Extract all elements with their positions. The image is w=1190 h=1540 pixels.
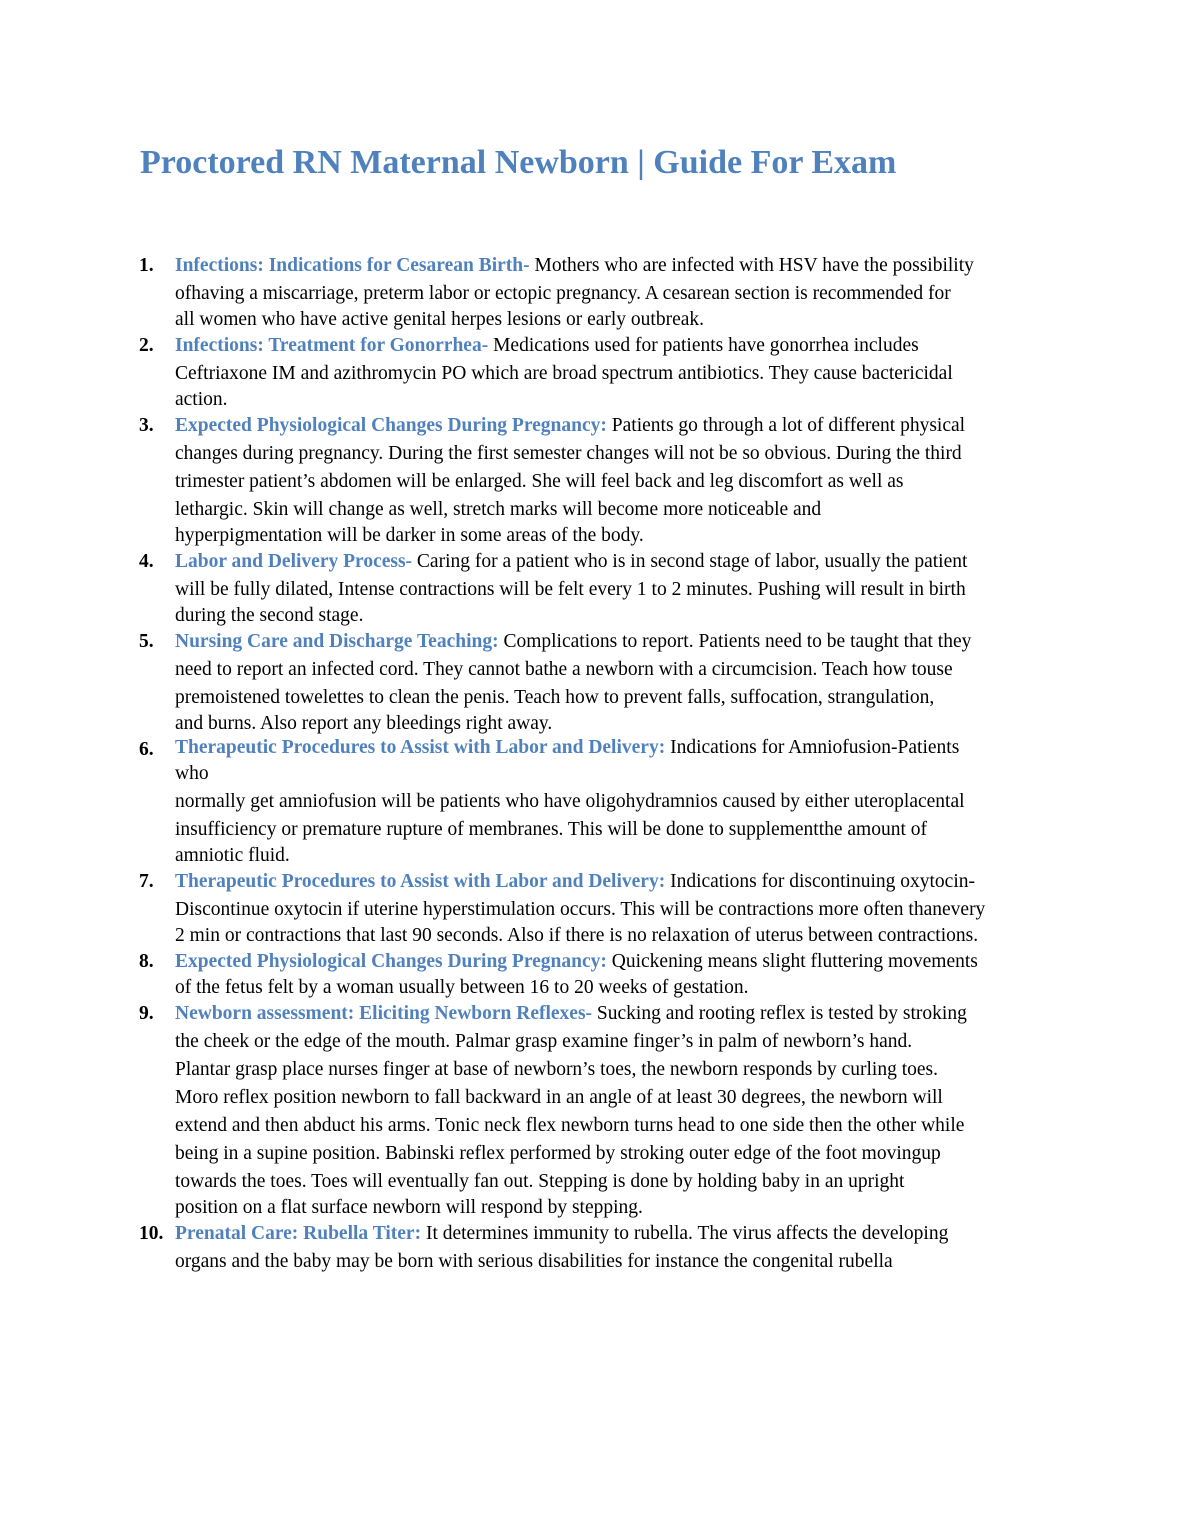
item-line: during the second stage. [175,605,364,626]
item-text: Sucking and rooting reflex is tested by stroking [592,1003,967,1024]
item-line: amniotic fluid. [175,845,290,866]
item-number: 9. [139,1003,154,1024]
item-line: premoistened towelettes to clean the penis. Teach how to prevent falls, suffocation, strangulation, [175,687,935,708]
item-line [175,1220,1065,1248]
item-line: Discontinue oxytocin if uterine hyperstimulation occurs. This will be contractions more often thanevery [175,899,986,920]
item-heading: Therapeutic Procedures to Assist with Labor and Delivery: [175,871,666,892]
item-line [175,252,1065,280]
item-line: extend and then abduct his arms. Tonic neck flex newborn turns head to one side then the other while [175,1115,965,1136]
item-text: Patients go through a lot of different physical [606,415,966,436]
item-line: being in a supine position. Babinski reflex performed by stroking outer edge of the foot movingup [175,1143,941,1164]
item-number: 5. [139,631,154,652]
list-item [0,1220,1190,1276]
item-line: ofhaving a miscarriage, preterm labor or ectopic pregnancy. A cesarean section is recommended for [175,283,951,304]
item-text: Quickening means slight fluttering movements [606,951,978,972]
item-heading: Infections: Treatment for Gonorrhea- [175,335,489,356]
item-number: 1. [139,255,154,276]
item-number: 8. [139,951,154,972]
item-line [175,332,1065,360]
item-line: all women who have active genital herpes lesions or early outbreak. [175,309,705,330]
list-item [0,948,1190,1000]
item-text: Indications for discontinuing oxytocin- [665,871,975,892]
item-text: It determines immunity to rubella. The virus affects the developing [421,1223,949,1244]
item-number: 2. [139,335,154,356]
item-heading: Expected Physiological Changes During Pregnancy: [175,951,607,972]
item-line [175,412,1065,440]
item-heading: Infections: Indications for Cesarean Birth- [175,255,530,276]
item-line: changes during pregnancy. During the first semester changes will not be so obvious. During the third [175,443,962,464]
item-line: of the fetus felt by a woman usually between 16 to 20 weeks of gestation. [175,977,749,998]
item-line: the cheek or the edge of the mouth. Palmar grasp examine finger’s in palm of newborn’s hand. [175,1031,913,1052]
item-text: Complications to report. Patients need to be taught that they [498,631,972,652]
item-line: action. [175,389,228,410]
list-item [0,1000,1190,1220]
list-item [0,628,1190,736]
item-text: Caring for a patient who is in second stage of labor, usually the patient [412,551,968,572]
item-line [175,1000,1065,1028]
list-item [0,332,1190,412]
item-line [175,868,1065,896]
item-line: lethargic. Skin will change as well, stretch marks will become more noticeable and [175,499,822,520]
item-line [175,548,1065,576]
numbered-list [0,252,1190,1276]
item-line [175,628,1065,656]
item-number: 6. [139,739,154,760]
item-heading: Prenatal Care: Rubella Titer: [175,1223,422,1244]
item-number: 7. [139,871,154,892]
item-line: Ceftriaxone IM and azithromycin PO which are broad spectrum antibiotics. They cause bactericidal [175,363,953,384]
item-line [175,736,1065,760]
item-line: insufficiency or premature rupture of membranes. This will be done to supplementthe amount of [175,819,927,840]
item-line: towards the toes. Toes will eventually fan out. Stepping is done by holding baby in an upright [175,1171,905,1192]
list-item [0,548,1190,628]
item-heading: Expected Physiological Changes During Pregnancy: [175,415,607,436]
list-item [0,252,1190,332]
item-line: organs and the baby may be born with serious disabilities for instance the congenital rubella [175,1251,893,1272]
item-text: Medications used for patients have gonorrhea includes [488,335,919,356]
item-line: trimester patient’s abdomen will be enlarged. She will feel back and leg discomfort as well as [175,471,904,492]
item-heading: Therapeutic Procedures to Assist with Labor and Delivery: [175,737,666,758]
item-number: 4. [139,551,154,572]
item-line: who [175,763,209,784]
item-line: will be fully dilated, Intense contractions will be felt every 1 to 2 minutes. Pushing will result in birth [175,579,966,600]
list-item [0,412,1190,548]
item-line: normally get amniofusion will be patients who have oligohydramnios caused by either uteroplacental [175,791,965,812]
item-heading: Nursing Care and Discharge Teaching: [175,631,499,652]
item-heading: Newborn assessment: Eliciting Newborn Reflexes- [175,1003,593,1024]
item-line: Plantar grasp place nurses finger at base of newborn’s toes, the newborn responds by curling toes. [175,1059,939,1080]
item-line: position on a flat surface newborn will respond by stepping. [175,1197,643,1218]
page-title: Proctored RN Maternal Newborn | Guide For Exam [140,144,897,181]
item-text: Indications for Amniofusion-Patients [665,737,960,758]
item-line: need to report an infected cord. They cannot bathe a newborn with a circumcision. Teach how touse [175,659,953,680]
list-item [0,868,1190,948]
item-line: Moro reflex position newborn to fall backward in an angle of at least 30 degrees, the newborn will [175,1087,943,1108]
item-line: 2 min or contractions that last 90 seconds. Also if there is no relaxation of uterus between contractions. [175,925,979,946]
item-line: and burns. Also report any bleedings right away. [175,713,553,734]
item-number: 3. [139,415,154,436]
list-item [0,736,1190,868]
item-line: hyperpigmentation will be darker in some areas of the body. [175,525,644,546]
item-text: Mothers who are infected with HSV have the possibility [529,255,974,276]
item-number: 10. [139,1223,164,1244]
item-heading: Labor and Delivery Process- [175,551,413,572]
item-line [175,948,1065,976]
